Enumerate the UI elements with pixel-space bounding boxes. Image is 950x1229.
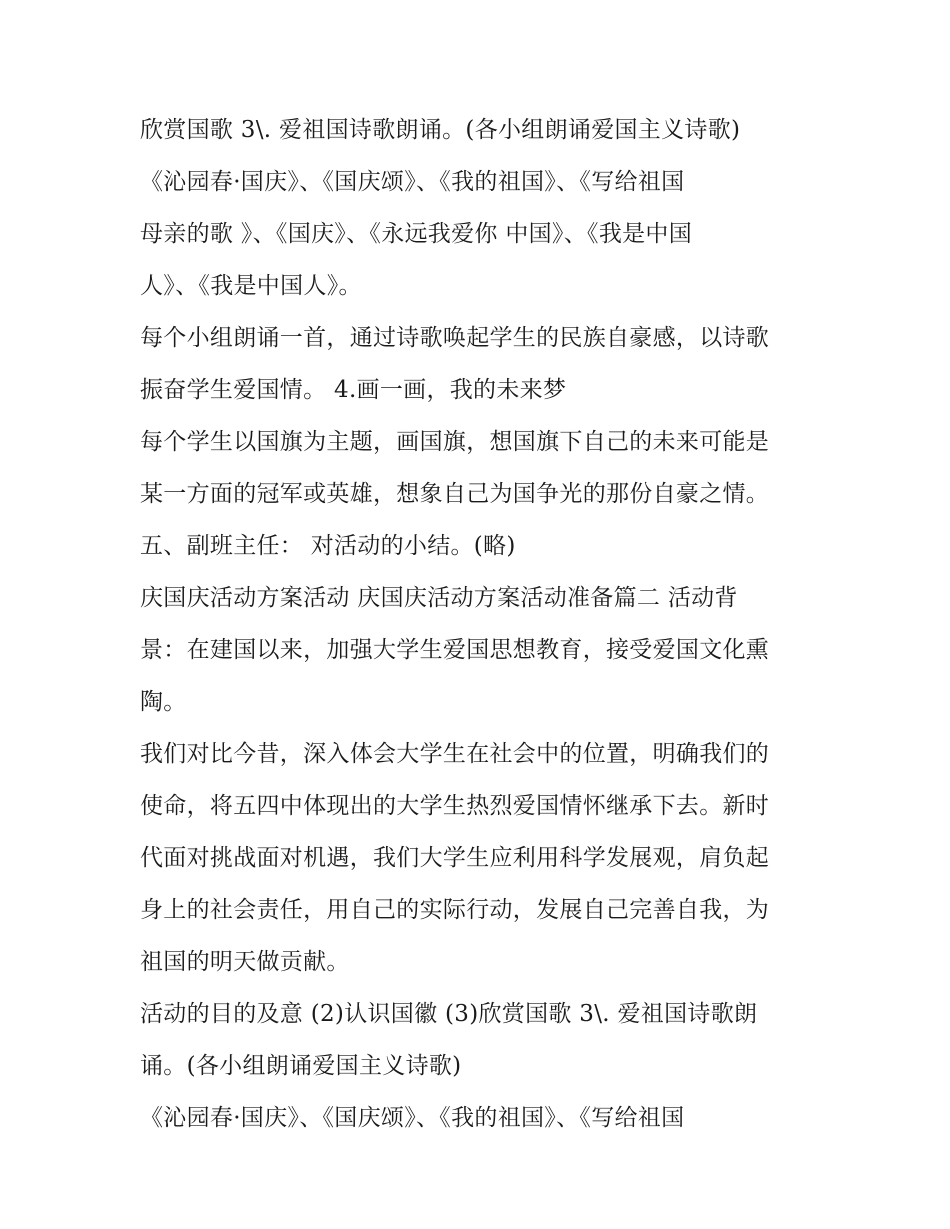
text-line: 使命，将五四中体现出的大学生热烈爱国情怀继承下去。新时 [140, 793, 770, 819]
text-line: 诵。(各小组朗诵爱国主义诗歌) [140, 1053, 462, 1079]
text-line: 《沁园春·国庆》、《国庆颂》、《我的祖国》、《写给祖国 [140, 1105, 685, 1131]
text-line: 《沁园春·国庆》、《国庆颂》、《我的祖国》、《写给祖国 [140, 169, 685, 195]
text-line: 每个学生以国旗为主题，画国旗，想国旗下自己的未来可能是 [140, 429, 770, 455]
text-line: 某一方面的冠军或英雄，想象自己为国争光的那份自豪之情。 [140, 481, 770, 507]
text-line: 我们对比今昔，深入体会大学生在社会中的位置，明确我们的 [140, 741, 770, 767]
text-line: 身上的社会责任，用自己的实际行动，发展自己完善自我，为 [140, 897, 770, 923]
text-line: 陶。 [140, 689, 187, 715]
text-line: 人》、《我是中国人》。 [140, 273, 362, 299]
text-line: 景：在建国以来，加强大学生爱国思想教育，接受爱国文化熏 [140, 637, 770, 663]
text-line: 振奋学生爱国情。 4.画一画，我的未来梦 [140, 377, 567, 403]
text-line: 祖国的明天做贡献。 [140, 949, 350, 975]
text-line: 欣赏国歌 3\. 爱祖国诗歌朗诵。(各小组朗诵爱国主义诗歌) [140, 117, 741, 143]
text-line: 每个小组朗诵一首，通过诗歌唤起学生的民族自豪感，以诗歌 [140, 325, 770, 351]
text-line: 活动的目的及意 (2)认识国徽 (3)欣赏国歌 3\. 爱祖国诗歌朗 [140, 1001, 758, 1027]
document-body [140, 104, 840, 1144]
text-line: 代面对挑战面对机遇，我们大学生应利用科学发展观，肩负起 [140, 845, 770, 871]
text-line: 五、副班主任： 对活动的小结。(略) [140, 533, 516, 559]
text-line: 母亲的歌 》、《国庆》、《永远我爱你 中国》、《我是中国 [140, 221, 693, 247]
text-line: 庆国庆活动方案活动 庆国庆活动方案活动准备篇二 活动背 [140, 585, 738, 611]
